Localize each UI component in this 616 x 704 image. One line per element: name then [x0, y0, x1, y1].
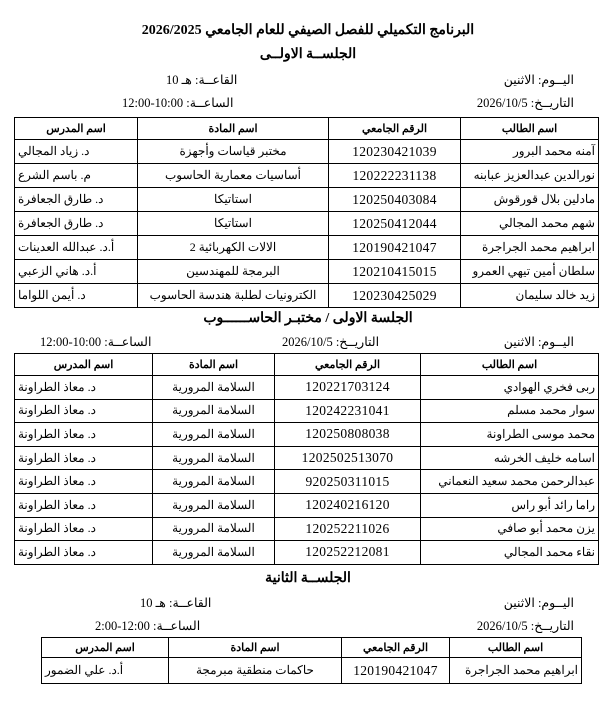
session1-hall: القاعــة: هـ 10 — [166, 73, 238, 87]
table-row — [15, 376, 599, 400]
student-name-cell: راما رائد أبو راس — [421, 493, 599, 517]
teacher-cell: د. معاذ الطراونة — [15, 517, 153, 541]
subject-cell: الكترونيات لطلبة هندسة الحاسوب — [138, 284, 329, 308]
table-row — [15, 470, 599, 494]
student-id-cell: 120230421039 — [329, 140, 461, 164]
table-row — [15, 212, 599, 236]
student-id-cell: 120252212081 — [275, 541, 421, 565]
student-name-cell: نقاء محمد المجالي — [421, 541, 599, 565]
student-name-cell: ابراهيم محمد الجراجرة — [450, 658, 582, 684]
student-id-cell: 120210415015 — [329, 260, 461, 284]
student-id-cell: 120250808038 — [275, 423, 421, 447]
table-row — [42, 658, 582, 684]
table-row — [15, 164, 599, 188]
student-name-cell: سوار محمد مسلم — [421, 399, 599, 423]
table-row — [15, 260, 599, 284]
student-name-cell: شهم محمد المجالي — [461, 212, 599, 236]
session1-title: الجلســة الاولــى — [259, 47, 357, 62]
student-name-cell: يزن محمد أبو صافي — [421, 517, 599, 541]
table-row — [15, 284, 599, 308]
student-id-cell: 120222231138 — [329, 164, 461, 188]
student-id-cell: 120221703124 — [275, 376, 421, 400]
teacher-cell: د. معاذ الطراونة — [15, 541, 153, 565]
student-name-cell: زيد خالد سليمان — [461, 284, 599, 308]
column-header-subject: اسم المادة — [138, 118, 329, 140]
subject-cell: السلامة المرورية — [153, 517, 275, 541]
subject-cell: استاتيكا — [138, 188, 329, 212]
student-name-cell: آمنه محمد البرور — [461, 140, 599, 164]
student-name-cell: ربى فخري الهوادي — [421, 376, 599, 400]
subject-cell: السلامة المرورية — [153, 446, 275, 470]
table-row — [15, 517, 599, 541]
session2-date: التاريــخ: 2026/10/5 — [282, 335, 380, 349]
teacher-cell: د. أيمن اللواما — [15, 284, 138, 308]
subject-cell: أساسيات معمارية الحاسوب — [138, 164, 329, 188]
subject-cell: السلامة المرورية — [153, 470, 275, 494]
table-row — [15, 140, 599, 164]
student-id-cell: 1202502513070 — [275, 446, 421, 470]
subject-cell: مختبر قياسات وأجهزة — [138, 140, 329, 164]
teacher-cell: أ.د. هاني الزعبي — [15, 260, 138, 284]
student-name-cell: نورالدين عبدالعزيز عبابنه — [461, 164, 599, 188]
student-id-cell: 120190421047 — [342, 658, 450, 684]
teacher-cell: د. معاذ الطراونة — [15, 470, 153, 494]
table-row — [15, 446, 599, 470]
session1-day: اليــوم: الاثنين — [503, 73, 574, 87]
teacher-cell: أ.د. علي الضمور — [42, 658, 169, 684]
subject-cell: السلامة المرورية — [153, 423, 275, 447]
table-row — [15, 399, 599, 423]
teacher-cell: د. معاذ الطراونة — [15, 423, 153, 447]
table-row — [15, 541, 599, 565]
session1-date: التاريــخ: 2026/10/5 — [476, 96, 574, 110]
student-id-cell: 920250311015 — [275, 470, 421, 494]
table-row — [15, 188, 599, 212]
session2-day: اليــوم: الاثنين — [503, 335, 574, 349]
session3-day: اليــوم: الاثنين — [503, 596, 574, 610]
subject-cell: الالات الكهربائية 2 — [138, 236, 329, 260]
student-name-cell: ابراهيم محمد الجراجرة — [461, 236, 599, 260]
subject-cell: السلامة المرورية — [153, 376, 275, 400]
student-id-cell: 120242231041 — [275, 399, 421, 423]
session2-table — [14, 353, 599, 565]
column-header-id: الرقم الجامعي — [275, 354, 421, 376]
teacher-cell: د. طارق الجعافرة — [15, 212, 138, 236]
column-header-teacher: اسم المدرس — [15, 354, 153, 376]
column-header-student: اسم الطالب — [450, 638, 582, 658]
session2-time: الساعــة: 10:00-12:00 — [40, 335, 152, 349]
session3-time: الساعــة: 12:00-2:00 — [95, 619, 201, 633]
student-name-cell: مادلين بلال قورقوش — [461, 188, 599, 212]
teacher-cell: د. معاذ الطراونة — [15, 446, 153, 470]
teacher-cell: م. باسم الشرع — [15, 164, 138, 188]
student-id-cell: 120252211026 — [275, 517, 421, 541]
column-header-subject: اسم المادة — [169, 638, 342, 658]
student-id-cell: 120240216120 — [275, 493, 421, 517]
session1-time: الساعــة: 10:00-12:00 — [122, 96, 234, 110]
subject-cell: استاتيكا — [138, 212, 329, 236]
session3-date: التاريــخ: 2026/10/5 — [476, 619, 574, 633]
session3-title: الجلســة الثانية — [265, 571, 351, 586]
student-name-cell: محمد موسى الطراونة — [421, 423, 599, 447]
column-header-teacher: اسم المدرس — [42, 638, 169, 658]
student-name-cell: سلطان أمين تيهي العمرو — [461, 260, 599, 284]
subject-cell: البرمجة للمهندسين — [138, 260, 329, 284]
teacher-cell: د. معاذ الطراونة — [15, 399, 153, 423]
table-row — [15, 236, 599, 260]
teacher-cell: د. زياد المجالي — [15, 140, 138, 164]
column-header-student: اسم الطالب — [461, 118, 599, 140]
subject-cell: السلامة المرورية — [153, 493, 275, 517]
subject-cell: السلامة المرورية — [153, 541, 275, 565]
teacher-cell: د. معاذ الطراونة — [15, 493, 153, 517]
column-header-id: الرقم الجامعي — [329, 118, 461, 140]
subject-cell: السلامة المرورية — [153, 399, 275, 423]
table-header-row — [15, 118, 599, 140]
teacher-cell: د. معاذ الطراونة — [15, 376, 153, 400]
table-header-row — [42, 638, 582, 658]
session2-title: الجلسة الاولى / مختبـر الحاســــــوب — [203, 311, 413, 326]
table-header-row — [15, 354, 599, 376]
subject-cell: حاكمات منطقية مبرمجة — [169, 658, 342, 684]
student-id-cell: 120230425029 — [329, 284, 461, 308]
session3-table — [41, 637, 582, 684]
session3-hall: القاعــة: هـ 10 — [140, 596, 212, 610]
student-name-cell: اسامه خليف الخرشه — [421, 446, 599, 470]
column-header-id: الرقم الجامعي — [342, 638, 450, 658]
table-row — [15, 423, 599, 447]
student-name-cell: عبدالرحمن محمد سعيد النعماني — [421, 470, 599, 494]
student-id-cell: 120250403084 — [329, 188, 461, 212]
teacher-cell: أ.د. عبدالله العدينات — [15, 236, 138, 260]
student-id-cell: 120250412044 — [329, 212, 461, 236]
teacher-cell: د. طارق الجعافرة — [15, 188, 138, 212]
session1-table — [14, 117, 599, 308]
student-id-cell: 120190421047 — [329, 236, 461, 260]
table-row — [15, 493, 599, 517]
column-header-subject: اسم المادة — [153, 354, 275, 376]
column-header-student: اسم الطالب — [421, 354, 599, 376]
document-title: البرنامج التكميلي للفصل الصيفي للعام الجامعي 2026/2025 — [141, 23, 475, 38]
column-header-teacher: اسم المدرس — [15, 118, 138, 140]
